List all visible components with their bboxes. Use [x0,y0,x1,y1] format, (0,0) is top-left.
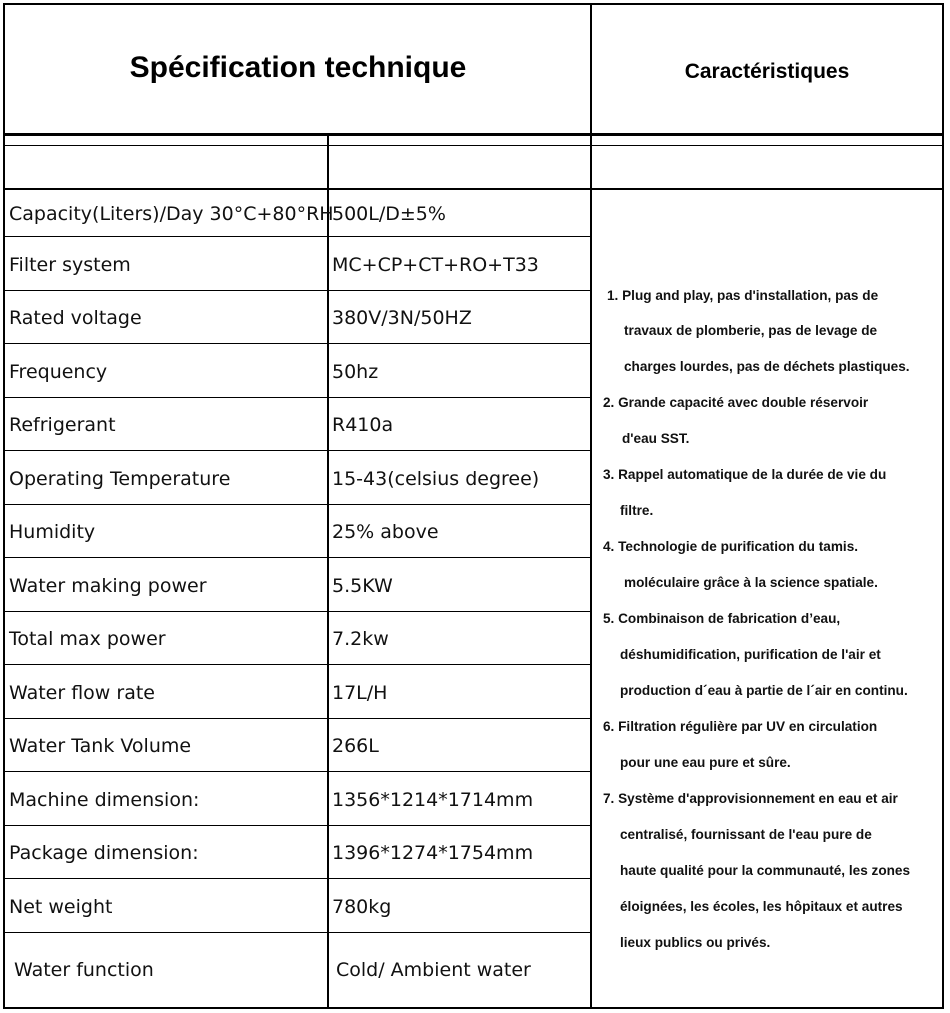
spec-label: Package dimension: [9,842,199,864]
spec-label: Water function [14,959,154,981]
spec-label: Water making power [9,575,207,597]
spec-label: Humidity [9,521,96,543]
feature-line: 1. Plug and play, pas d'installation, pas de [607,288,879,303]
border-left [3,3,5,1009]
feature-line: haute qualité pour la communauté, les zones [620,863,911,878]
feature-line: 5. Combinaison de fabrication d’eau, [603,611,841,626]
row-rule [3,932,592,933]
feature-line: filtre. [620,503,654,518]
spec-value: MC+CP+CT+RO+T33 [332,254,539,276]
spec-value: 15-43(celsius degree) [332,468,540,490]
spec-value: 780kg [332,896,392,918]
spec-value: 380V/3N/50HZ [332,307,472,329]
header-rule [3,133,944,136]
feature-line: 7. Système d'approvisionnement en eau et air [603,791,898,806]
feature-line: pour une eau pure et sûre. [620,755,791,770]
row-rule [3,878,592,879]
spec-value: 500L/D±5% [332,203,446,225]
divider-features [590,3,592,1009]
features-title: Caractéristiques [684,60,850,83]
row-rule [3,611,592,612]
spec-value: Cold/ Ambient water [336,959,531,981]
spec-label: Water flow rate [9,682,155,704]
spec-value: 17L/H [332,682,388,704]
spec-value: 7.2kw [332,628,389,650]
feature-line: travaux de plomberie, pas de levage de [624,323,878,338]
feature-line: d'eau SST. [622,431,690,446]
feature-line: 2. Grande capacité avec double réservoir [603,395,869,410]
row-rule [3,825,592,826]
feature-line: charges lourdes, pas de déchets plastiques. [624,359,910,374]
row-rule [3,188,944,190]
feature-line: production d´eau à partie de l´air en continu. [620,683,908,698]
feature-line: éloignées, les écoles, les hôpitaux et autres [620,899,903,914]
feature-line: 4. Technologie de purification du tamis. [603,539,859,554]
row-rule [3,397,592,398]
border-top [3,3,944,5]
feature-line: lieux publics ou privés. [620,935,771,950]
row-rule [3,504,592,505]
border-right [942,3,944,1009]
spec-label: Capacity(Liters)/Day 30°C+80°RH [9,203,334,225]
spec-label: Rated voltage [9,307,142,329]
spec-value: 1396*1274*1754mm [332,842,534,864]
row-rule [3,343,592,344]
row-rule [3,771,592,772]
spec-label: Filter system [9,254,131,276]
feature-line: centralisé, fournissant de l'eau pure de [620,827,872,842]
spec-value: 5.5KW [332,575,393,597]
row-rule [3,145,944,146]
spec-value: 25% above [332,521,439,543]
spec-value: 266L [332,735,379,757]
row-rule [3,664,592,665]
spec-label: Net weight [9,896,113,918]
spec-label: Total max power [9,628,166,650]
spec-value: 50hz [332,361,379,383]
spec-label: Water Tank Volume [9,735,192,757]
row-rule [3,450,592,451]
border-bottom [3,1007,944,1009]
row-rule [3,718,592,719]
spec-label: Operating Temperature [9,468,231,490]
spec-value: R410a [332,414,394,436]
feature-line: 6. Filtration régulière par UV en circulation [603,719,878,734]
spec-label: Refrigerant [9,414,116,436]
spec-title: Spécification technique [129,51,467,84]
spec-label: Machine dimension: [9,789,200,811]
row-rule [3,290,592,291]
spec-label: Frequency [9,361,108,383]
spec-value: 1356*1214*1714mm [332,789,534,811]
feature-line: 3. Rappel automatique de la durée de vie du [603,467,887,482]
feature-line: moléculaire grâce à la science spatiale. [624,575,878,590]
row-rule [3,557,592,558]
row-rule [3,236,592,237]
feature-line: déshumidification, purification de l'air et [620,647,881,662]
